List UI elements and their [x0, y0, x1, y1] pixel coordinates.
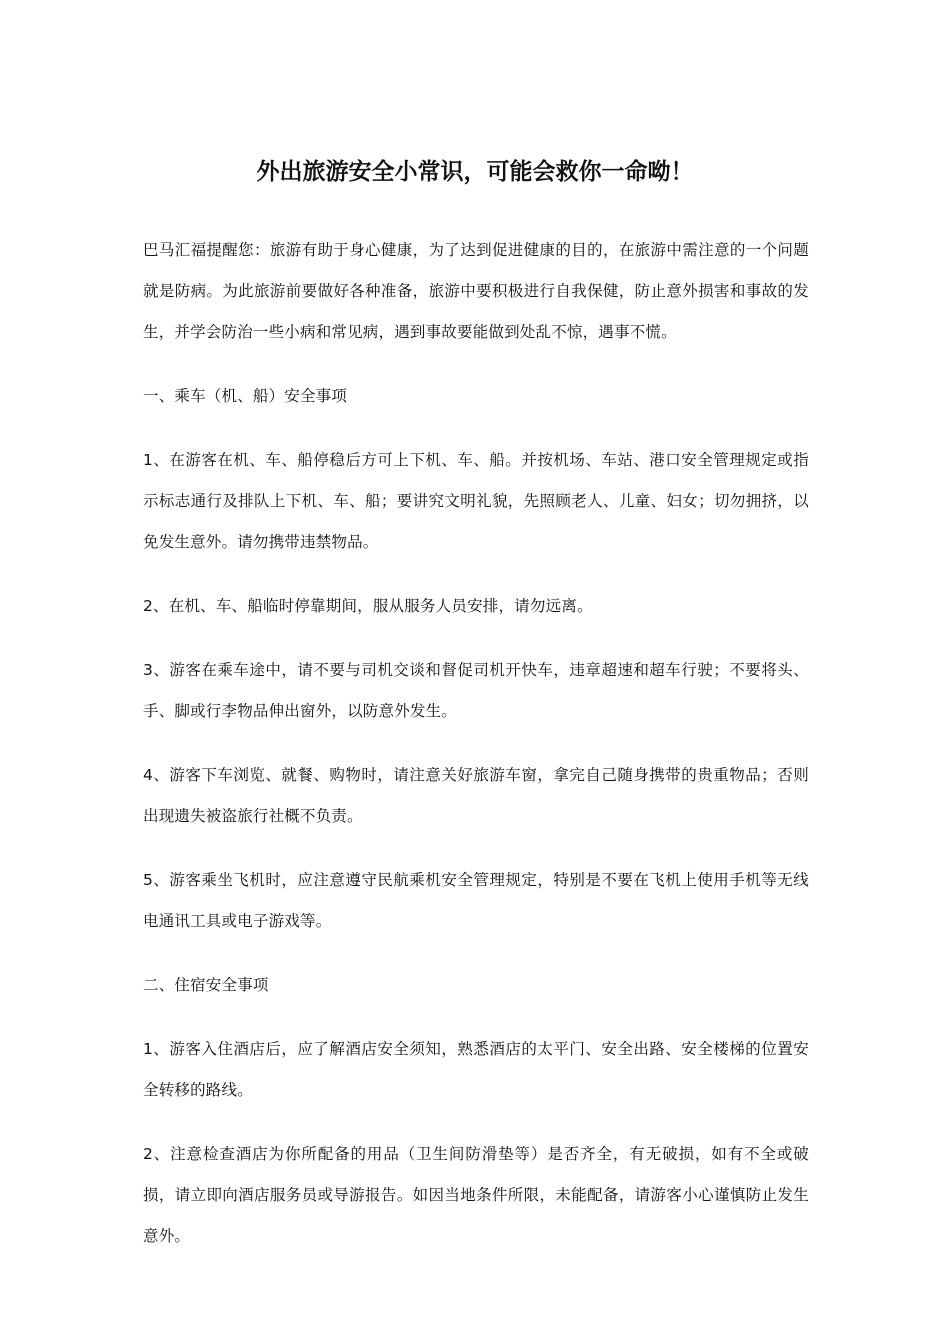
section-heading-lodging: 二、住宿安全事项	[143, 976, 269, 994]
document-body	[143, 230, 809, 1280]
transport-item-1: 1、在游客在机、车、船停稳后方可上下机、车、船。并按机场、车站、港口安全管理规定或指示标志通行及排队上下机、车、船；要讲究文明礼貌，先照顾老人、儿童、妇女；切勿拥挤，以免发生意外。请勿携带违禁物品。	[143, 451, 809, 551]
transport-item-4: 4、游客下车浏览、就餐、购物时，请注意关好旅游车窗，拿完自己随身携带的贵重物品；否则出现遗失被盗旅行社概不负责。	[143, 766, 809, 825]
transport-item-2: 2、在机、车、船临时停靠期间，服从服务人员安排，请勿远离。	[143, 597, 593, 615]
intro-paragraph: 巴马汇福提醒您：旅游有助于身心健康，为了达到促进健康的目的，在旅游中需注意的一个问题就是防病。为此旅游前要做好各种准备，旅游中要积极进行自我保健，防止意外损害和事故的发生，并学会防治一些小病和常见病，遇到事故要能做到处乱不惊，遇事不慌。	[143, 241, 809, 341]
transport-item-3: 3、游客在乘车途中，请不要与司机交谈和督促司机开快车，违章超速和超车行驶；不要将头、手、脚或行李物品伸出窗外，以防意外发生。	[143, 661, 809, 720]
document-title: 外出旅游安全小常识，可能会救你一命呦！	[256, 159, 694, 185]
lodging-item-1: 1、游客入住酒店后，应了解酒店安全须知，熟悉酒店的太平门、安全出路、安全楼梯的位置安全转移的路线。	[143, 1040, 809, 1099]
transport-item-5: 5、游客乘坐飞机时，应注意遵守民航乘机安全管理规定，特别是不要在飞机上使用手机等无线电通讯工具或电子游戏等。	[143, 871, 809, 930]
lodging-item-2: 2、注意检查酒店为你所配备的用品（卫生间防滑垫等）是否齐全，有无破损，如有不全或破损，请立即向酒店服务员或导游报告。如因当地条件所限，未能配备，请游客小心谨慎防止发生意外。	[143, 1145, 809, 1245]
section-heading-transport: 一、乘车（机、船）安全事项	[143, 387, 348, 405]
